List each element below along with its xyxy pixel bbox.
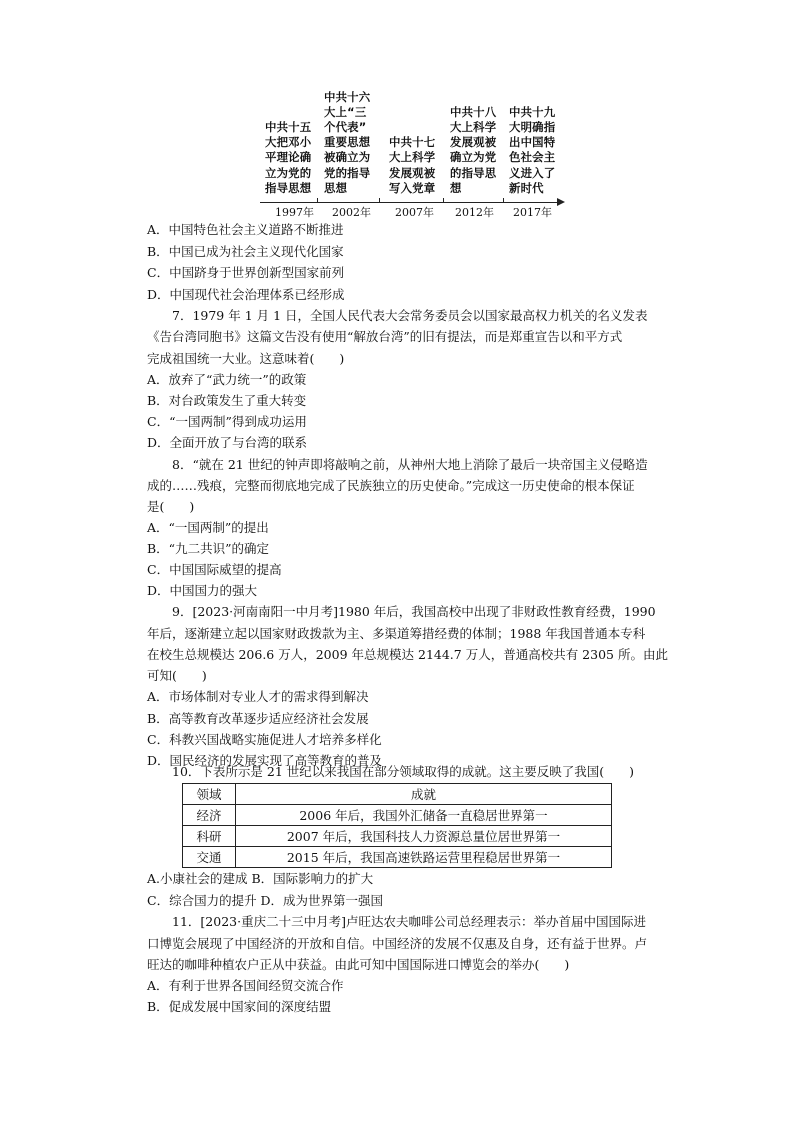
table-header-achievement: 成就	[236, 784, 612, 805]
q7-option-a[interactable]: A．放弃了“武力统一”的政策	[147, 372, 307, 387]
table-cell-achievement: 2015 年后，我国高速铁路运营里程稳居世界第一	[236, 847, 612, 868]
table-cell-field: 经济	[183, 805, 236, 826]
timeline-year-2017: 2017年	[513, 206, 552, 219]
table-cell-achievement: 2007 年后，我国科技人力资源总量位居世界第一	[236, 826, 612, 847]
timeline-event-2017: 中共十九 大明确指 出中国特 色社会主 义进入了 新时代	[509, 104, 556, 195]
q7-stem-line-3: 完成祖国统一大业。这意味着( )	[147, 351, 345, 366]
q11-stem-line-2: 口博览会展现了中国经济的开放和自信。中国经济的发展不仅惠及自身，还有益于世界。卢	[147, 936, 648, 951]
achievements-table	[182, 783, 612, 868]
timeline-year-1997: 1997年	[275, 206, 314, 219]
timeline-event-2002: 中共十六 大上“三 个代表” 重要思想 被确立为 党的指导 思想	[324, 89, 371, 195]
q11-option-a[interactable]: A．有利于世界各国间经贸交流合作	[147, 978, 344, 993]
q6-option-b[interactable]: B．中国已成为社会主义现代化国家	[147, 244, 344, 259]
timeline-tick	[379, 198, 380, 203]
timeline-tick	[503, 198, 504, 203]
q9-stem-line-1: 9．[2023·河南南阳一中月考]1980 年后，我国高校中出现了非财政性教育经费，1990	[172, 604, 656, 619]
q7-stem-line-1: 7．1979 年 1 月 1 日，全国人民代表大会常务委员会以国家最高权力机关的名义发表	[172, 308, 648, 323]
table-cell-field: 交通	[183, 847, 236, 868]
q11-stem-line-1: 11．[2023·重庆二十三中月考]卢旺达农夫咖啡公司总经理表示：举办首届中国国际进	[172, 914, 646, 929]
q8-option-c[interactable]: C．中国国际威望的提高	[147, 562, 282, 577]
table-header-row	[183, 784, 612, 805]
table-cell-achievement: 2006 年后，我国外汇储备一直稳居世界第一	[236, 805, 612, 826]
table-header-field: 领域	[183, 784, 236, 805]
q9-stem-line-4: 可知( )	[147, 668, 207, 683]
q7-option-c[interactable]: C．“一国两制”得到成功运用	[147, 414, 307, 429]
q7-option-b[interactable]: B．对台政策发生了重大转变	[147, 393, 307, 408]
timeline-year-2002: 2002年	[332, 206, 371, 219]
table-row	[183, 805, 612, 826]
timeline-tick	[443, 198, 444, 203]
q6-option-c[interactable]: C．中国跻身于世界创新型国家前列	[147, 265, 345, 280]
q9-option-d[interactable]: D．国民经济的发展实现了高等教育的普及	[147, 753, 383, 768]
timeline-year-2012: 2012年	[455, 206, 494, 219]
timeline-event-2012: 中共十八 大上科学 发展观被 确立为党 的指导思 想	[450, 104, 497, 195]
q8-option-d[interactable]: D．中国国力的强大	[147, 583, 258, 598]
timeline-figure	[255, 89, 567, 220]
timeline-event-1997: 中共十五 大把邓小 平理论确 立为党的 指导思想	[265, 119, 312, 195]
q9-stem-line-2: 年后，逐渐建立起以国家财政拨款为主、多渠道筹措经费的体制；1988 年我国普通本专科	[147, 626, 646, 641]
q11-option-b[interactable]: B．促成发展中国家间的深度结盟	[147, 999, 332, 1014]
q10-options-ab[interactable]: A.小康社会的建成 B．国际影响力的扩大	[147, 871, 374, 886]
q9-option-b[interactable]: B．高等教育改革逐步适应经济社会发展	[147, 711, 369, 726]
q9-stem-line-3: 在校生总规模达 206.6 万人，2009 年总规模达 2144.7 万人，普通高校共有 2305 所。由此	[147, 647, 668, 662]
table-cell-field: 科研	[183, 826, 236, 847]
timeline-event-2007: 中共十七 大上科学 发展观被 写入党章	[389, 135, 436, 195]
q8-stem-line-1: 8．“就在 21 世纪的钟声即将敲响之前，从神州大地上消除了最后一块帝国主义侵略造	[172, 457, 648, 472]
q6-option-a[interactable]: A．中国特色社会主义道路不断推进	[147, 222, 344, 237]
q7-stem-line-2: 《告台湾同胞书》这篇文告没有使用“解放台湾”的旧有提法，而是郑重宣告以和平方式	[147, 329, 623, 344]
timeline-axis	[260, 202, 560, 203]
q10-stem: 10．下表所示是 21 世纪以来我国在部分领域取得的成就。这主要反映了我国( )	[172, 764, 635, 779]
q10-options-cd[interactable]: C．综合国力的提升 D．成为世界第一强国	[147, 893, 384, 908]
q7-option-d[interactable]: D．全面开放了与台湾的联系	[147, 435, 308, 450]
q6-option-d[interactable]: D．中国现代社会治理体系已经形成	[147, 287, 345, 302]
q8-option-a[interactable]: A．“一国两制”的提出	[147, 520, 269, 535]
q8-stem-line-2: 成的……残痕，完整而彻底地完成了民族独立的历史使命。”完成这一历史使命的根本保证	[147, 478, 635, 493]
table-row	[183, 826, 612, 847]
q8-stem-line-3: 是( )	[147, 499, 195, 514]
timeline-arrow-icon	[557, 198, 565, 206]
timeline-year-2007: 2007年	[395, 206, 434, 219]
timeline-tick	[317, 198, 318, 203]
q9-option-c[interactable]: C．科教兴国战略实施促进人才培养多样化	[147, 732, 382, 747]
q9-option-a[interactable]: A．市场体制对专业人才的需求得到解决	[147, 689, 369, 704]
table-row	[183, 847, 612, 868]
q8-option-b[interactable]: B．“九二共识”的确定	[147, 541, 269, 556]
q11-stem-line-3: 旺达的咖啡种植农户正从中获益。由此可知中国国际进口博览会的举办( )	[147, 957, 570, 972]
